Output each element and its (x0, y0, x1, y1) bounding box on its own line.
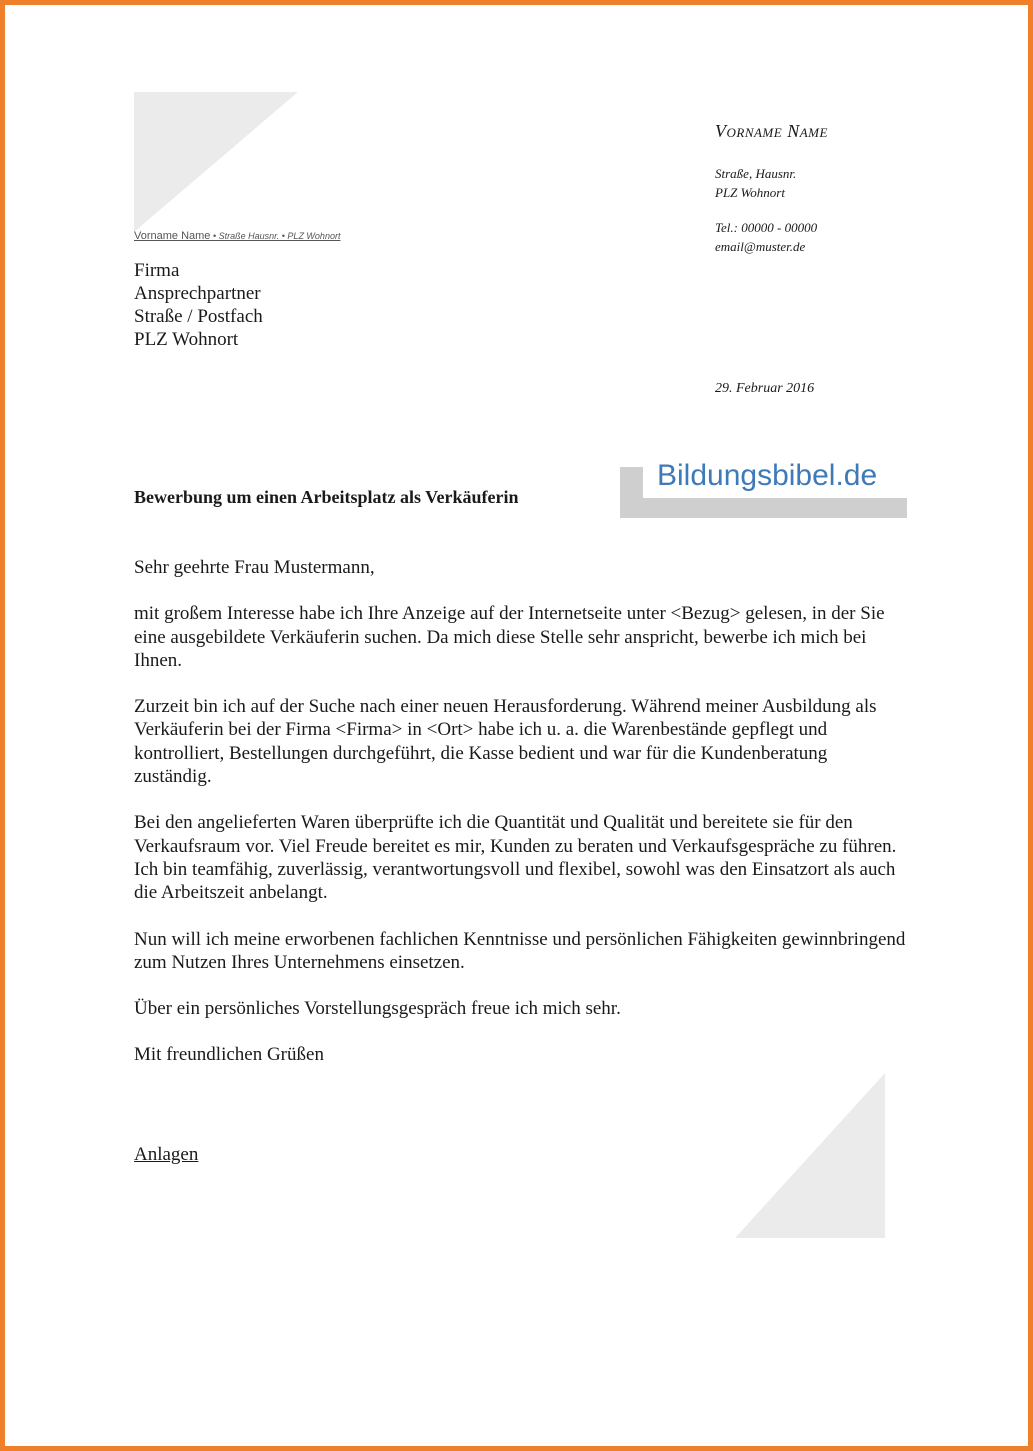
letter-subject: Bewerbung um einen Arbeitsplatz als Verkäuferin (134, 487, 519, 507)
sender-return-line (134, 230, 340, 242)
decorative-triangle-bottom (735, 1073, 885, 1238)
sender-return-address: • Straße Hausnr. • PLZ Wohnort (210, 231, 341, 241)
sender-email: email@muster.de (715, 239, 806, 254)
sender-city: PLZ Wohnort (715, 185, 785, 200)
logo-text: Bildungsbibel.de (657, 459, 878, 492)
sender-street: Straße, Hausnr. (715, 166, 797, 181)
paragraph-4: Nun will ich meine erworbenen fachlichen Kenntnisse und persönlichen Fähigkeiten gewinnbringend zum Nutzen Ihres Unternehmens einsetzen. (134, 928, 906, 973)
closing: Mit freundlichen Grüßen (134, 1044, 324, 1066)
paragraph-2: Zurzeit bin ich auf der Suche nach einer neuen Herausforderung. Während meiner Ausbildung als Verkäuferin bei der Firma <Firma> in <Ort> habe ich u. a. die Warenbestände gepflegt und kontrolliert, Bestellungen durchgeführt, die Kasse bedient und war für die Kundenberatung zuständig. (134, 696, 877, 788)
sender-header (715, 121, 828, 256)
paragraph-5: Über ein persönliches Vorstellungsgespräch freue ich mich sehr. (134, 998, 621, 1020)
sender-phone: Tel.: 00000 - 00000 (715, 220, 818, 235)
recipient-contact: Ansprechpartner (134, 283, 261, 304)
watermark-logo (620, 459, 907, 518)
recipient-address (134, 259, 263, 351)
recipient-street: Straße / Postfach (134, 306, 263, 327)
paragraph-3: Bei den angelieferten Waren überprüfte ich die Quantität und Qualität und bereitete sie für den Verkaufsraum vor. Viel Freude bereitet es mir, Kunden zu beraten und Verkaufsgespräche zu führen. Ich bin teamfähig, zuverlässig, verantwortungsvoll und flexibel, sowohl was den Einsatzort als auch die Arbeitszeit anbelangt. (134, 812, 897, 904)
recipient-company: Firma (134, 260, 180, 281)
attachments-label: Anlagen (134, 1144, 199, 1165)
logo-bar-bottom (620, 498, 907, 518)
decorative-triangle-top (134, 92, 298, 232)
recipient-city: PLZ Wohnort (134, 329, 239, 350)
letter-body (134, 556, 909, 1090)
sender-return-name: Vorname Name (134, 230, 211, 242)
sender-name: Vorname Name (715, 121, 828, 141)
letter-date: 29. Februar 2016 (715, 381, 815, 396)
salutation: Sehr geehrte Frau Mustermann, (134, 557, 375, 578)
paragraph-1: mit großem Interesse habe ich Ihre Anzeige auf der Internetseite unter <Bezug> gelesen, in der Sie eine ausgebildete Verkäuferin suchen. Da mich diese Stelle sehr anspricht, bewerbe ich mich bei Ihnen. (134, 603, 885, 671)
